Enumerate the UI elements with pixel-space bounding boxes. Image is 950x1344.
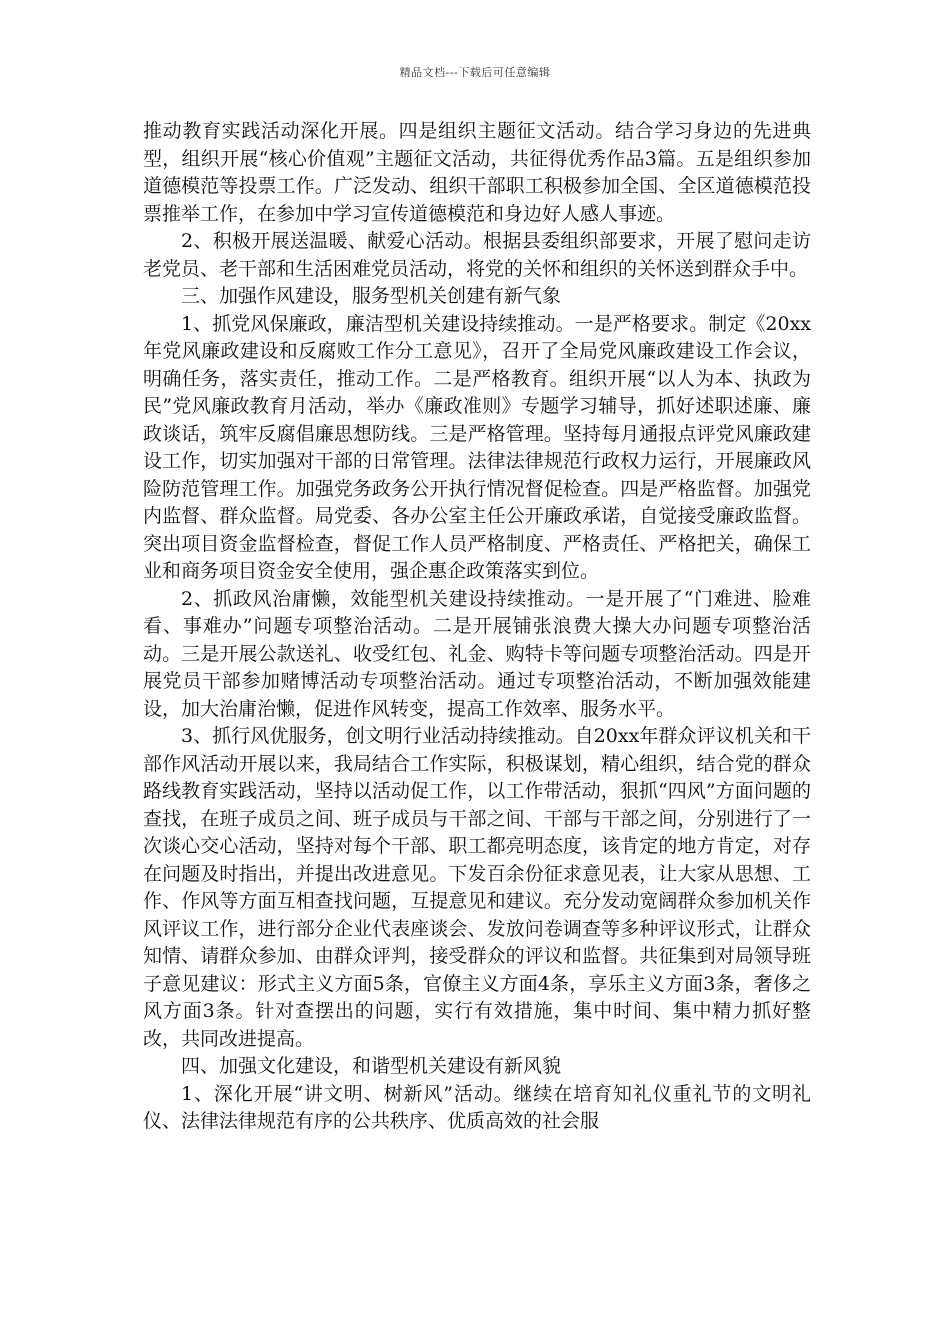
paragraph: 3、抓行风优服务，创文明行业活动持续推动。自20xx年群众评议机关和干部作风活动开展以来，我局结合工作实际，积极谋划，精心组织，结合党的群众路线教育实践活动，坚持以活动促工作，以工作带活动，狠抓“四风”方面问题的查找，在班子成员之间、班子成员与干部之间、干部与干部之间，分别进行了一次谈心交心活动，坚持对每个干部、职工都亮明态度，该肯定的地方肯定，对存在问题及时指出，并提出改进意见。下发百余份征求意见表，让大家从思想、工作、作风等方面互相查找问题，互提意见和建议。充分发动宽阔群众参加机关作风评议工作，进行部分企业代表座谈会、发放问卷调查等多种评议形式，让群众知情、请群众参加、由群众评判，接受群众的评议和监督。共征集到对局领导班子意见建议：形式主义方面5条，官僚主义方面4条，享乐主义方面3条，奢侈之风方面3条。针对查摆出的问题，实行有效措施，集中时间、集中精力抓好整改，共同改进提高。: [143, 725, 811, 1050]
page-header: 精品文档---下载后可任意编辑: [399, 66, 551, 79]
paragraph: 1、抓党风保廉政，廉洁型机关建设持续推动。一是严格要求。制定《20xx年党风廉政建设和反腐败工作分工意见》，召开了全局党风廉政建设工作会议，明确任务，落实责任，推动工作。二是严格教育。组织开展“以人为本、执政为民”党风廉政教育月活动，举办《廉政准则》专题学习辅导，抓好述职述廉、廉政谈话，筑牢反腐倡廉思想防线。三是严格管理。坚持每月通报点评党风廉政建设工作，切实加强对干部的日常管理。法律法律规范行政权力运行，开展廉政风险防范管理工作。加强党务政务公开执行情况督促检查。四是严格监督。加强党内监督、群众监督。局党委、各办公室主任公开廉政承诺，自觉接受廉政监督。突出项目资金监督检查，督促工作人员严格制度、严格责任、严格把关，确保工业和商务项目资金安全使用，强企惠企政策落实到位。: [143, 312, 811, 582]
section-heading: 三、加强作风建设，服务型机关创建有新气象: [181, 285, 562, 307]
paragraph-continued: 推动教育实践活动深化开展。四是组织主题征文活动。结合学习身边的先进典型，组织开展“核心价值观”主题征文活动，共征得优秀作品3篇。五是组织参加道德模范等投票工作。广泛发动、组织干部职工积极参加全国、全区道德模范投票推举工作，在参加中学习宣传道德模范和身边好人感人事迹。: [143, 120, 811, 225]
document-body: [143, 118, 811, 1136]
paragraph: 2、抓政风治庸懒，效能型机关建设持续推动。一是开展了“门难进、脸难看、事难办”问题专项整治活动。二是开展铺张浪费大操大办问题专项整治活动。三是开展公款送礼、收受红包、礼金、购特卡等问题专项整治活动。四是开展党员干部参加赌博活动专项整治活动。通过专项整治活动，不断加强效能建设，加大治庸治懒，促进作风转变，提高工作效率、服务水平。: [143, 587, 811, 720]
paragraph: 2、积极开展送温暖、献爱心活动。根据县委组织部要求，开展了慰问走访老党员、老干部和生活困难党员活动，将党的关怀和组织的关怀送到群众手中。: [143, 230, 811, 280]
paragraph: 1、深化开展“讲文明、树新风”活动。继续在培育知礼仪重礼节的文明礼仪、法律法律规范有序的公共秩序、优质高效的社会服: [143, 1082, 811, 1132]
section-heading: 四、加强文化建设，和谐型机关建设有新风貌: [181, 1055, 562, 1077]
